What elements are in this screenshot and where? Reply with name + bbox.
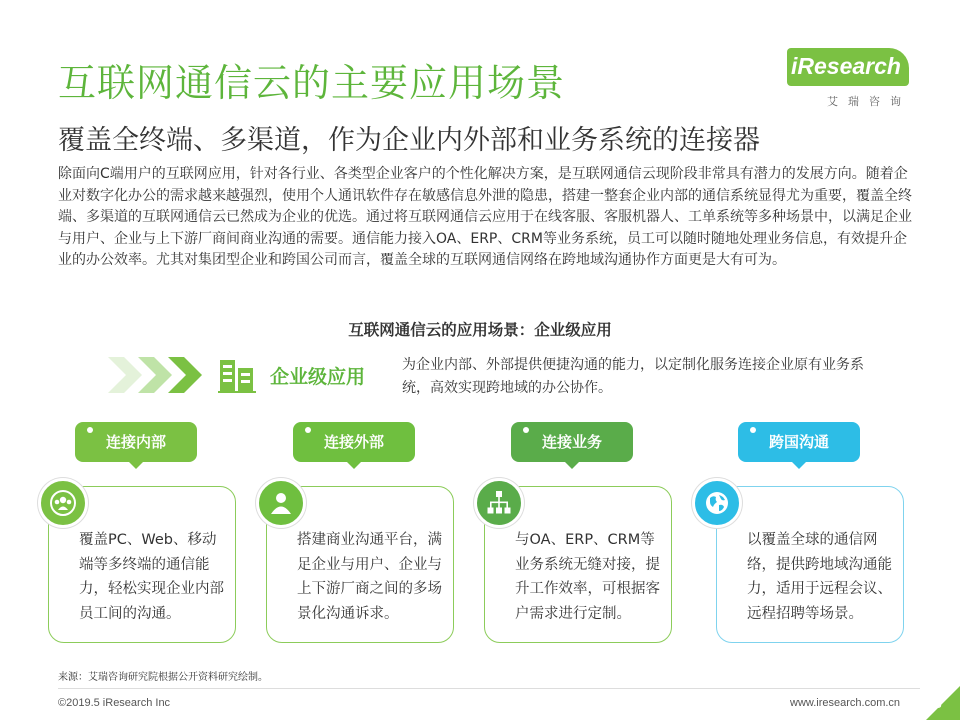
card-text: 覆盖PC、Web、移动端等多终端的通信能力，轻松实现企业内部员工间的沟通。	[79, 532, 224, 622]
logo-brand: iResearch	[791, 53, 901, 79]
logo-badge	[787, 48, 909, 86]
footer-divider	[58, 688, 920, 689]
tag-pointer	[345, 460, 363, 469]
page-subtitle: 覆盖全终端、多渠道，作为企业内外部和业务系统的连接器	[58, 125, 760, 156]
tag-dot	[305, 427, 311, 433]
page-number: 8	[934, 695, 942, 711]
iresearch-logo	[787, 48, 917, 112]
tag-internal	[75, 422, 197, 462]
tag-dot	[523, 427, 529, 433]
building-icon	[218, 356, 258, 394]
intro-paragraph: 除面向C端用户的互联网应用，针对各行业、各类型企业客户的个性化解决方案，是互联网通信云现阶段非常具有潜力的发展方向。随着企业对数字化办公的需求越来越强烈，使用个人通讯软件存在敏感信息外泄的隐患，搭建一整套企业内部的通信系统显得尤为重要，覆盖全终端、多渠道的互联网通信云已然成为企业的优选。通过将互联网通信云应用于在线客服、客服机器人、工单系统等多种场景中，以满足企业与用户、企业与上下游厂商间商业沟通的需要。通信能力接入OA、ERP、CRM等业务系统，员工可以随时随地处理业务信息，有效提升企业的办公效率。尤其对集团型企业和跨国公司而言，覆盖全球的互联网通信网络在跨地域沟通协作方面更是大有可为。	[58, 166, 912, 268]
page-corner	[926, 686, 960, 720]
tag-pointer	[790, 460, 808, 469]
tag-dot	[87, 427, 93, 433]
tag-label: 连接内部	[105, 433, 166, 451]
tag-label: 跨国沟通	[768, 433, 829, 451]
tag-cross-border	[738, 422, 860, 462]
user-icon	[256, 478, 306, 528]
enterprise-description: 为企业内部、外部提供便捷沟通的能力，以定制化服务连接企业原有业务系统，高效实现跨地域的办公协作。	[402, 357, 864, 396]
card-text: 搭建商业沟通平台，满足企业与用户、企业与上下游厂商之间的多场景化沟通诉求。	[297, 532, 442, 622]
page-title: 互联网通信云的主要应用场景	[58, 61, 566, 105]
website-link[interactable]: www.iresearch.com.cn	[790, 697, 901, 709]
source-note: 来源：艾瑞咨询研究院根据公开资料研究绘制。	[58, 672, 268, 683]
tag-label: 连接业务	[541, 433, 602, 451]
tag-business	[511, 422, 633, 462]
card-text: 与OA、ERP、CRM等业务系统无缝对接，提升工作效率，可根据客户需求进行定制。	[515, 532, 660, 622]
copyright: ©2019.5 iResearch Inc	[58, 697, 171, 709]
logo-cn: 艾瑞咨询	[827, 95, 911, 108]
tag-external	[293, 422, 415, 462]
enterprise-label: 企业级应用	[270, 366, 366, 388]
globe-icon	[692, 478, 742, 528]
card-cross-border	[716, 486, 904, 643]
tag-label: 连接外部	[323, 433, 384, 451]
chevron-arrows-icon	[108, 357, 218, 393]
team-icon	[38, 478, 88, 528]
section-title: 互联网通信云的应用场景：企业级应用	[348, 321, 612, 339]
org-chart-icon	[474, 478, 524, 528]
tag-pointer	[127, 460, 145, 469]
card-text: 以覆盖全球的通信网络，提供跨地域沟通能力，适用于远程会议、远程招聘等场景。	[747, 532, 892, 622]
tag-dot	[750, 427, 756, 433]
tag-pointer	[563, 460, 581, 469]
